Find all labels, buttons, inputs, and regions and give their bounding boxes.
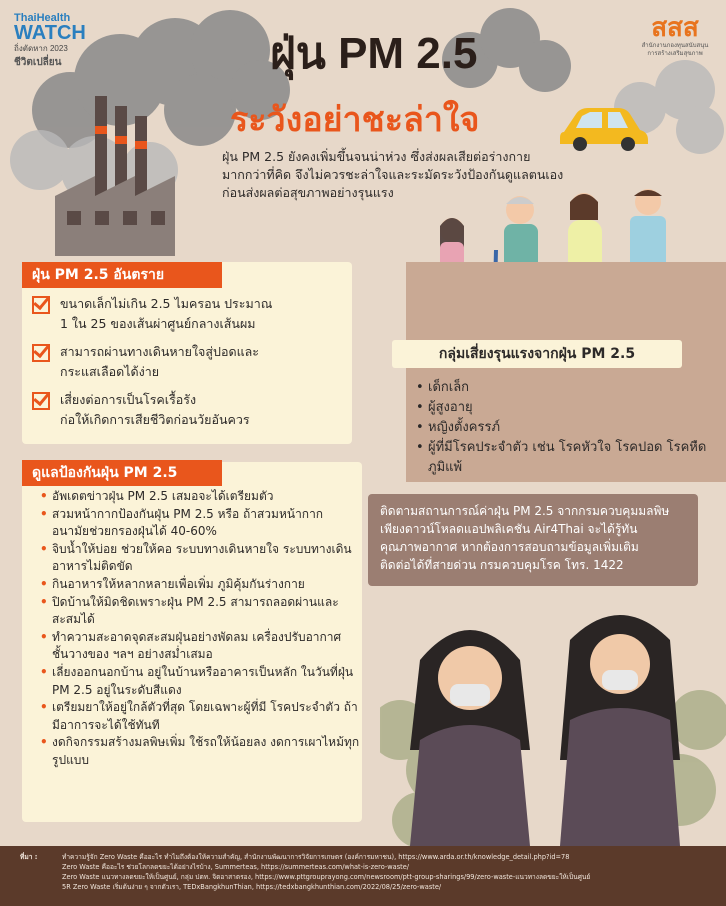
contact-line: เพียงดาวน์โหลดแอปพลิเคชัน Air4Thai จะได้รู้ทัน	[380, 522, 638, 536]
logo-left-line3: ถิ่งตัดหาก 2023	[14, 44, 68, 53]
page-title: ฝุ่น PM 2.5	[270, 29, 478, 78]
care-item: • ปิดบ้านให้มิดชิดเพราะฝุ่น PM 2.5 สามารถลอดผ่านและสะสมได้	[40, 594, 360, 629]
source-line: Zero Waste คืออะไร ช่วยโลกลดขยะได้อย่างไรบ้าง, Summerteas, https://summerteas.com/what-is-zero-waste/	[62, 863, 410, 871]
danger-item-line: สามารถผ่านทางเดินหายใจสู่ปอดและ	[60, 344, 260, 359]
masked-people-illustration	[380, 600, 726, 846]
contact-panel	[368, 494, 698, 586]
sss-logo	[638, 12, 712, 70]
sources-label: ที่มา :	[20, 853, 38, 861]
intro-line: ก่อนส่งผลต่อสุขภาพอย่างรุนแรง	[222, 185, 394, 200]
sss-logo-sub1: สำนักงานกองทุนสนับสนุน	[641, 42, 709, 49]
sss-logo-sub2: การสร้างเสริมสุขภาพ	[647, 50, 703, 57]
contact-line: ติดตามสถานการณ์ค่าฝุ่น PM 2.5 จากกรมควบคุมมลพิษ	[380, 504, 670, 518]
thaihealth-watch-logo	[14, 12, 94, 70]
care-list	[40, 488, 360, 770]
care-item: • เตรียมยาให้อยู่ใกล้ตัวที่สุด โดยเฉพาะผู้ที่มี โรคประจำตัว ถ้ามีอาการจะได้ใช้ทันที	[40, 699, 360, 734]
danger-item-line: ก่อให้เกิดการเสียชีวิตก่อนวัยอันควร	[60, 412, 250, 427]
danger-item-1	[60, 294, 272, 334]
contact-line: คุณภาพอากาศ หากต้องการสอบถามข้อมูลเพิ่มเติม	[380, 540, 639, 554]
source-line: 5R Zero Waste เริ่มต้นง่าย ๆ จากตัวเรา, TEDxBangkhunThian, https://tedxbangkhunthian.com/2022/08/25/zero-waste/	[62, 883, 442, 891]
danger-item-2	[60, 342, 259, 382]
care-item: • กินอาหารให้หลากหลายเพื่อเพิ่ม ภูมิคุ้มกันร่างกาย	[40, 576, 360, 594]
danger-item-3	[60, 390, 250, 430]
check-icon	[32, 392, 50, 410]
sss-logo-mark: สสส	[651, 12, 699, 42]
risk-item: • ผู้สูงอายุ	[416, 398, 716, 418]
care-item: • ทำความสะอาดจุดสะสมฝุ่นอย่างพัดลม เครื่องปรับอากาศ ชั้นวางของ ฯลฯ อย่างสม่ำเสมอ	[40, 629, 360, 664]
source-line: Zero Waste แนวทางลดขยะให้เป็นศูนย์, กลุ่ม ปตท. จิตอาสาตรอง, https://www.pttgrouprayong.com/newsroom/ptt-group-sharings/99/zero-waste-แนวทางลดขยะให้เป็นศูนย์	[62, 873, 591, 881]
risk-list	[416, 378, 716, 478]
care-item: • งดกิจกรรมสร้างมลพิษเพิ่ม ใช้รถให้น้อยลง งดการเผาไหม้ทุกรูปแบบ	[40, 734, 360, 769]
danger-item-line: 1 ใน 25 ของเส้นผ่าศูนย์กลางเส้นผม	[60, 316, 256, 331]
danger-heading: ฝุ่น PM 2.5 อันตราย	[22, 262, 222, 288]
care-item: • จิบน้ำให้บ่อย ช่วยให้คอ ระบบทางเดินหายใจ ระบบทางเดินอาหารไม่ติดขัด	[40, 541, 360, 576]
danger-item-line: กระแสเลือดได้ง่าย	[60, 364, 160, 379]
logo-left-line4: ชีวิตเปลี่ยน	[14, 57, 62, 68]
care-item: • เลี่ยงออกนอกบ้าน อยู่ในบ้านหรืออาคารเป็นหลัก ในวันที่ฝุ่น PM 2.5 อยู่ในระดับสีแดง	[40, 664, 360, 699]
care-item: • สวมหน้ากากป้องกันฝุ่น PM 2.5 หรือ ถ้าสวมหน้ากากอนามัยช่วยกรองฝุ่นได้ 40-60%	[40, 506, 360, 541]
check-icon	[32, 296, 50, 314]
logo-left-line1: ThaiHealth	[14, 12, 71, 24]
page-subtitle: ระวังอย่าชะล่าใจ	[230, 101, 480, 139]
risk-item: • หญิงตั้งครรภ์	[416, 418, 716, 438]
danger-item-line: เสี่ยงต่อการเป็นโรคเรื้อรัง	[60, 392, 197, 407]
risk-item: • เด็กเล็ก	[416, 378, 716, 398]
check-icon	[32, 344, 50, 362]
intro-text	[222, 148, 602, 202]
intro-line: มากกว่าที่คิด จึงไม่ควรชะล่าใจและระมัดระวังป้องกันดูแลตนเอง	[222, 167, 564, 182]
care-item: • อัพเดตข่าวฝุ่น PM 2.5 เสมอจะได้เตรียมตัว	[40, 488, 360, 506]
risk-item: • ผู้ที่มีโรคประจำตัว เช่น โรคหัวใจ โรคปอด โรคหืด ภูมิแพ้	[416, 438, 716, 478]
sources-footer	[0, 846, 726, 906]
source-line: ทำความรู้จัก Zero Waste คืออะไร ทำไมถึงต้องให้ความสำคัญ, สำนักงานพัฒนาการวิจัยการเกษตร (องค์การมหาชน), https://www.arda.or.th/knowledge_detail.php?id=78	[62, 853, 570, 861]
contact-line: ติดต่อได้ที่สายด่วน กรมควบคุมโรค โทร. 1422	[380, 558, 624, 572]
logo-left-line2: WATCH	[14, 22, 86, 44]
risk-heading: กลุ่มเสี่ยงรุนแรงจากฝุ่น PM 2.5	[392, 340, 682, 368]
intro-line: ฝุ่น PM 2.5 ยังคงเพิ่มขึ้นจนน่าห่วง ซึ่งส่งผลเสียต่อร่างกาย	[222, 149, 531, 164]
car-illustration	[556, 102, 652, 152]
danger-item-line: ขนาดเล็กไม่เกิน 2.5 ไมครอน ประมาณ	[60, 296, 273, 311]
care-heading: ดูแลป้องกันฝุ่น PM 2.5	[22, 460, 222, 486]
factory-illustration	[55, 86, 195, 256]
